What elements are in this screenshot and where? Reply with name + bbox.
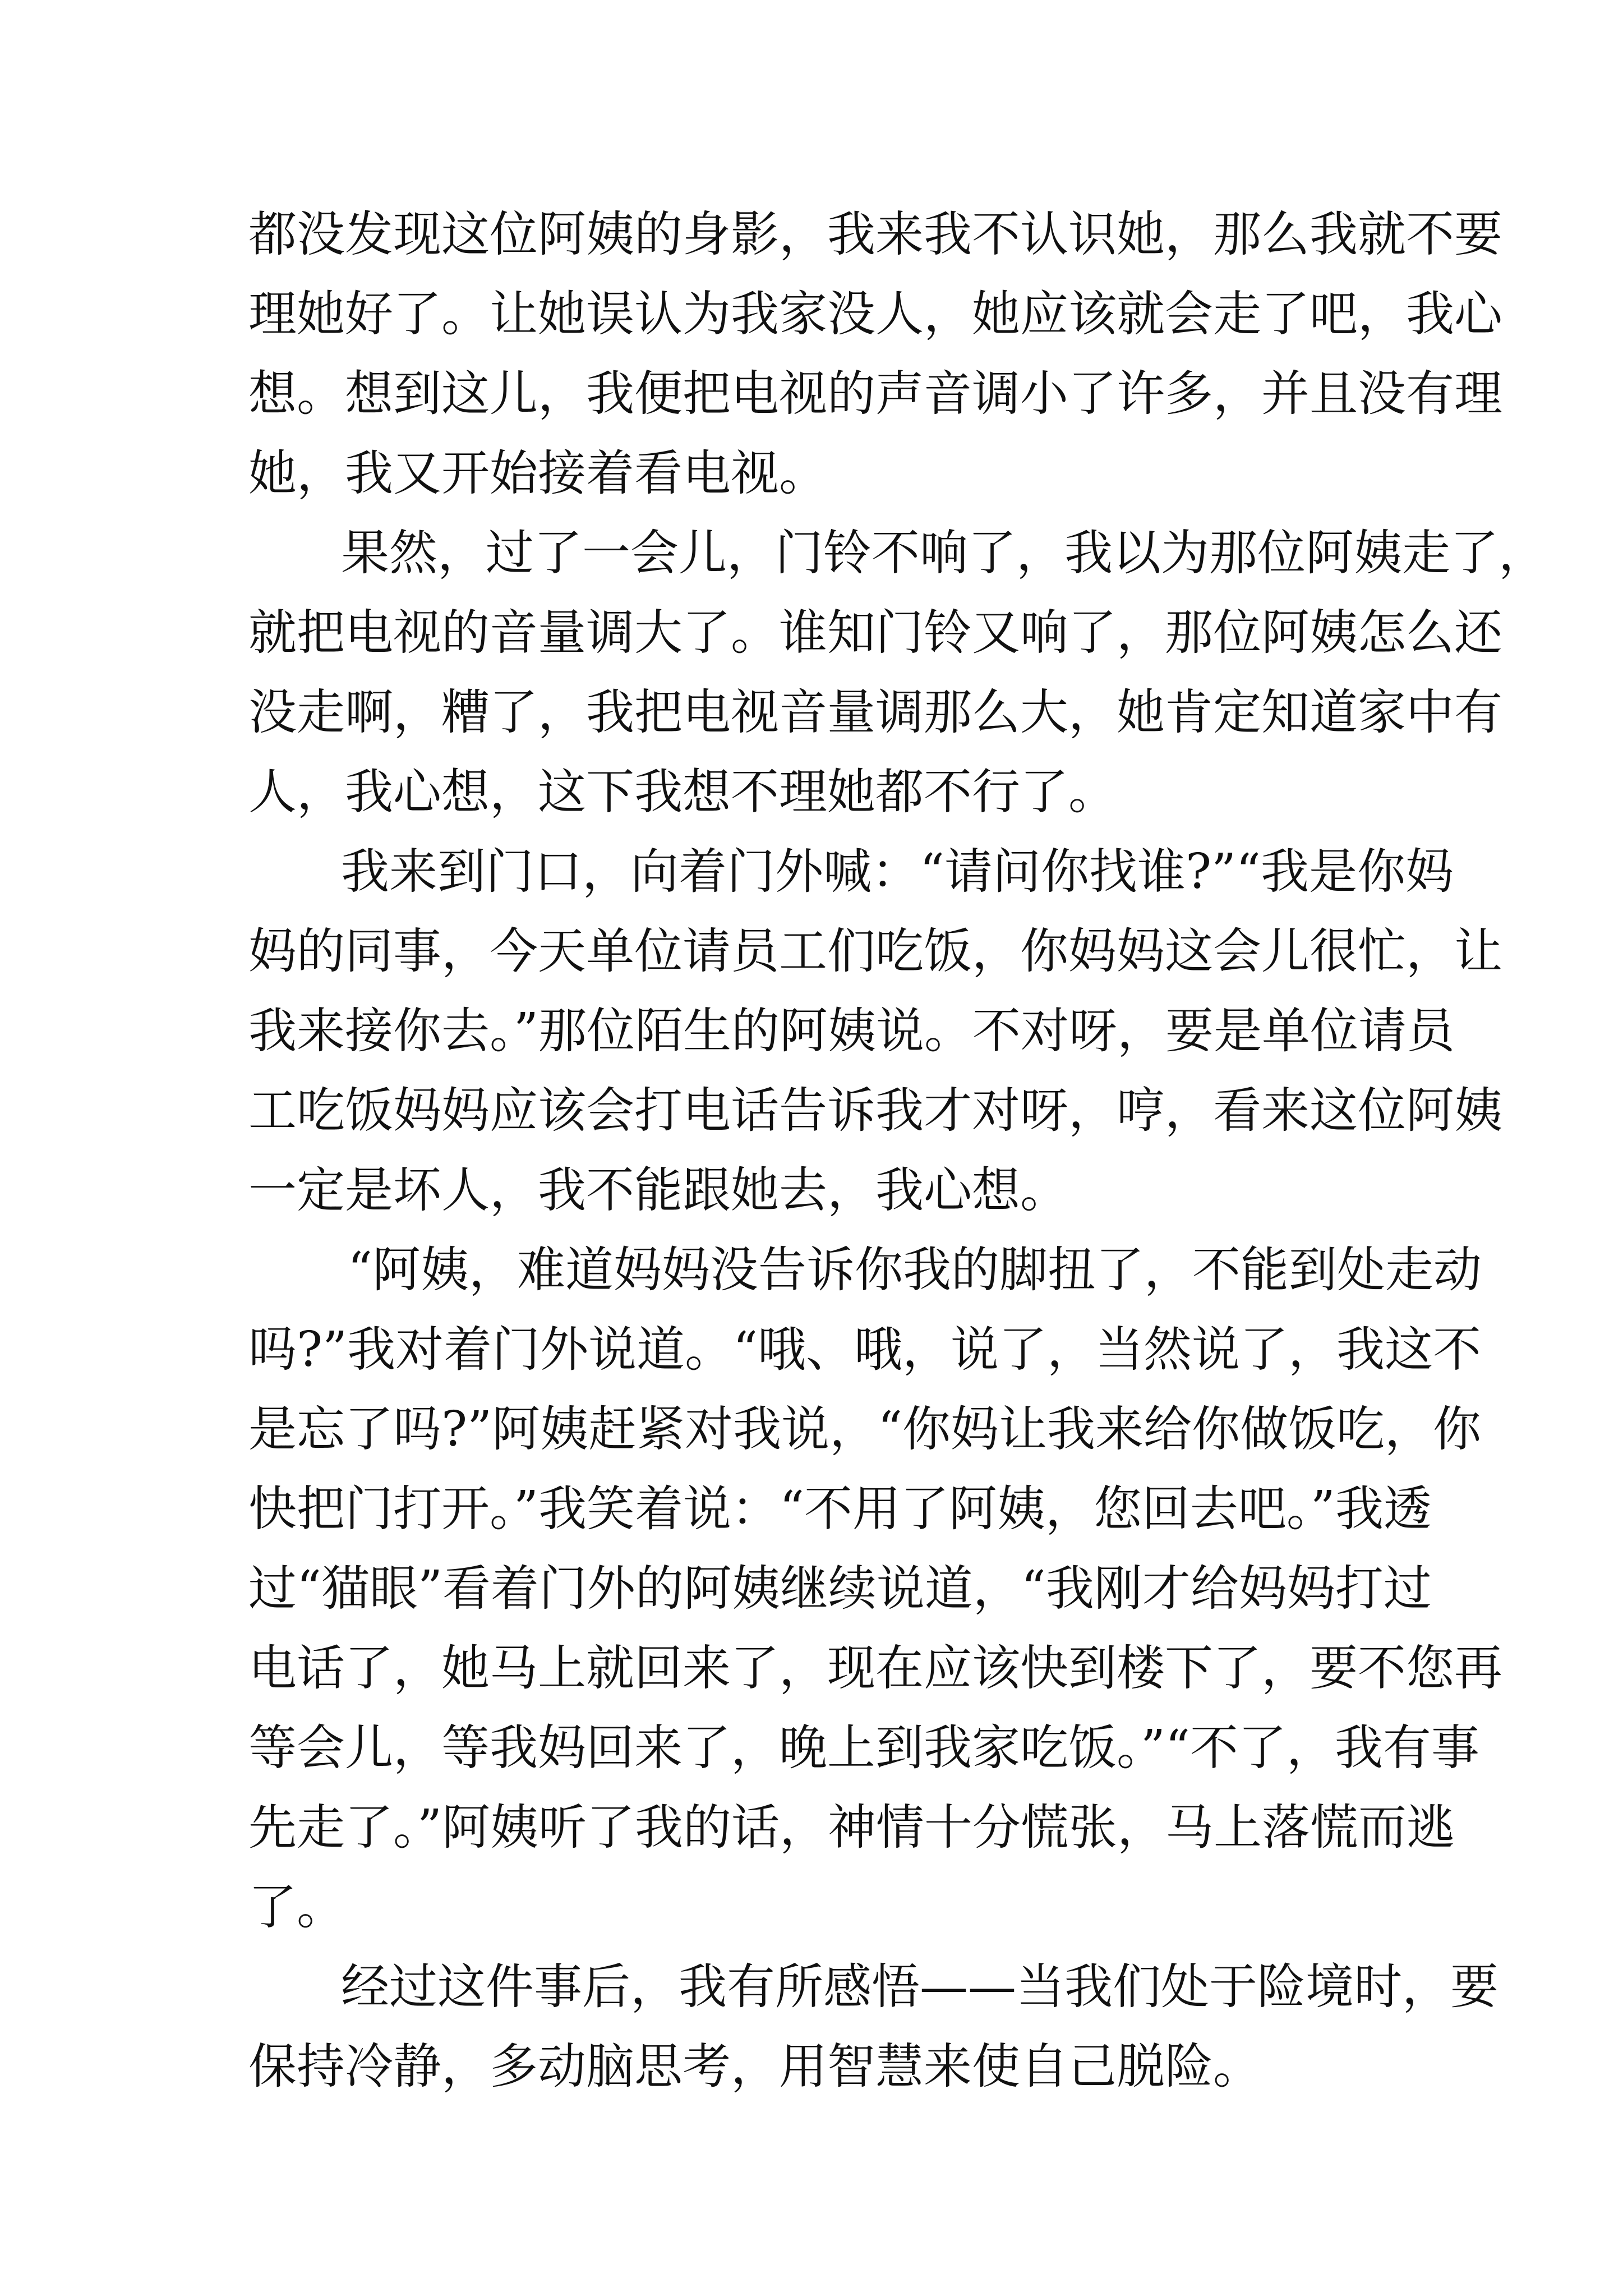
text-line: 了。 — [248, 1879, 345, 1935]
text-line: 过“猫眼”看着门外的阿姨继续说道，“我刚才给妈妈打过 — [248, 1561, 1432, 1617]
text-line: 先走了。”阿姨听了我的话，神情十分慌张，马上落慌而逃 — [248, 1800, 1455, 1856]
text-line: 是忘了吗?”阿姨赶紧对我说，“你妈让我来给你做饭吃，你 — [248, 1401, 1482, 1457]
text-line: 人，我心想，这下我想不理她都不行了。 — [248, 764, 1117, 820]
text-line: 经过这件事后，我有所感悟——当我们处于险境时，要 — [341, 1959, 1498, 2015]
text-line: 妈的同事，今天单位请员工们吃饭，你妈妈这会儿很忙，让 — [248, 923, 1502, 979]
text-line: 我来到门口，向着门外喊：“请问你找谁?”“我是你妈 — [341, 844, 1454, 900]
text-line: 她，我又开始接着看电视。 — [248, 445, 827, 501]
text-line: 想。想到这儿，我便把电视的声音调小了许多，并且没有理 — [248, 366, 1502, 422]
text-line: 快把门打开。”我笑着说：“不用了阿姨，您回去吧。”我透 — [248, 1481, 1432, 1537]
text-line: 都没发现这位阿姨的身影，我来我不认识她，那么我就不要 — [248, 206, 1502, 263]
text-line: 理她好了。让她误认为我家没人，她应该就会走了吧，我心 — [248, 286, 1502, 342]
text-line: “阿姨，难道妈妈没告诉你我的脚扭了，不能到处走动 — [348, 1242, 1482, 1298]
text-line: 等会儿，等我妈回来了，晚上到我家吃饭。”“不了，我有事 — [248, 1720, 1479, 1776]
text-line: 保持冷静，多动脑思考，用智慧来使自己脱险。 — [248, 2039, 1261, 2095]
text-line: 一定是坏人，我不能跟她去，我心想。 — [248, 1162, 1068, 1218]
text-line: 就把电视的音量调大了。谁知门铃又响了，那位阿姨怎么还 — [248, 605, 1502, 661]
text-line: 吗?”我对着门外说道。“哦、哦，说了，当然说了，我这不 — [248, 1322, 1482, 1378]
text-line: 没走啊，糟了，我把电视音量调那么大，她肯定知道家中有 — [248, 684, 1502, 740]
text-line: 果然，过了一会儿，门铃不响了，我以为那位阿姨走了， — [341, 525, 1547, 581]
text-line: 电话了，她马上就回来了，现在应该快到楼下了，要不您再 — [248, 1640, 1502, 1696]
text-line: 我来接你去。”那位陌生的阿姨说。不对呀，要是单位请员 — [248, 1003, 1455, 1059]
text-line: 工吃饭妈妈应该会打电话告诉我才对呀，哼，看来这位阿姨 — [248, 1083, 1502, 1139]
